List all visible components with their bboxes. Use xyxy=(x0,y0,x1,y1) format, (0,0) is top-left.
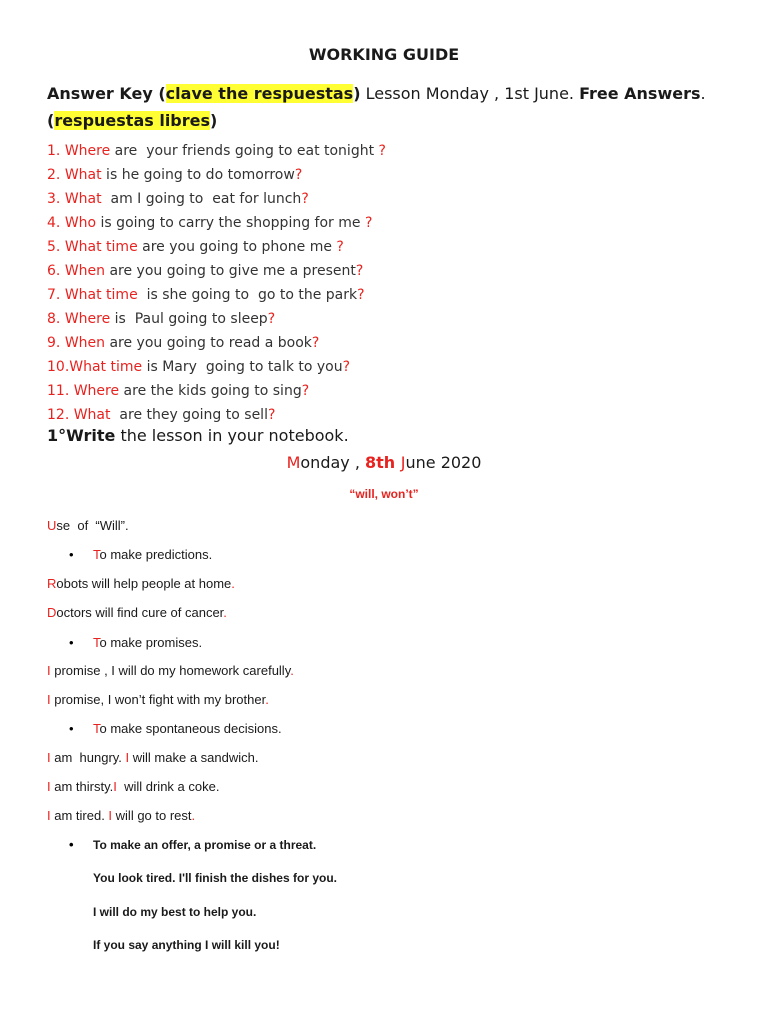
write-label: 1°Write xyxy=(47,426,116,445)
list-item: 6. When are you going to give me a present? xyxy=(47,263,364,279)
list-item: 11. Where are the kids going to sing? xyxy=(47,383,310,399)
example-tired: I am tired. I will go to rest. xyxy=(47,808,196,823)
bullet-decisions: • To make spontaneous decisions. xyxy=(93,720,282,738)
list-item: 3. What am I going to eat for lunch? xyxy=(47,191,309,207)
use-line: Use of “Will”. xyxy=(47,518,129,533)
list-item: 5. What time are you going to phone me ? xyxy=(47,239,344,255)
page-title: WORKING GUIDE xyxy=(308,45,460,64)
answer-key-heading xyxy=(47,80,747,134)
example-promise-homework: I promise , I will do my homework carefully. xyxy=(47,663,294,678)
example-doctors: Doctors will find cure of cancer. xyxy=(47,605,227,620)
bullet-predictions: • To make predictions. xyxy=(93,546,212,564)
bullet-promises: • To make promises. xyxy=(93,634,202,652)
example-robots: Robots will help people at home. xyxy=(47,576,235,591)
write-instruction xyxy=(47,426,349,445)
list-item: 9. When are you going to read a book? xyxy=(47,335,320,351)
example-promise-brother: I promise, I won’t fight with my brother. xyxy=(47,692,269,707)
list-item: 12. What are they going to sell? xyxy=(47,407,276,423)
example-dishes: You look tired. I'll finish the dishes for you. xyxy=(93,871,337,885)
write-text: the lesson in your notebook. xyxy=(115,426,349,445)
list-item: 10.What time is Mary going to talk to you? xyxy=(47,359,351,375)
period: . xyxy=(700,84,706,103)
highlight-respuestas-libres: respuestas libres xyxy=(54,111,211,130)
example-threat: If you say anything I will kill you! xyxy=(93,938,280,952)
lesson-date-text: Lesson Monday , 1st June. xyxy=(360,84,580,103)
list-item: 7. What time is she going to go to the park? xyxy=(47,287,365,303)
free-answers-label: Free Answers xyxy=(579,84,701,103)
question-list xyxy=(47,141,386,429)
list-item: 1. Where are your friends going to eat tonight ? xyxy=(47,143,386,159)
example-thirsty: I am thirsty.I will drink a coke. xyxy=(47,779,220,794)
bullet-offer: • To make an offer, a promise or a threat. xyxy=(93,836,316,854)
answer-key-label: Answer Key ( xyxy=(47,84,166,103)
list-item: 2. What is he going to do tomorrow? xyxy=(47,167,303,183)
example-hungry: I am hungry. I will make a sandwich. xyxy=(47,750,259,765)
paren-close: ) xyxy=(210,111,218,130)
paren-close: ) xyxy=(353,84,361,103)
list-item: 4. Who is going to carry the shopping for me ? xyxy=(47,215,373,231)
paren-open: ( xyxy=(47,111,55,130)
example-best: I will do my best to help you. xyxy=(93,905,257,919)
lesson-date: Monday , 8th June 2020 xyxy=(286,453,482,472)
list-item: 8. Where is Paul going to sleep? xyxy=(47,311,276,327)
lesson-subtitle: “will, won’t” xyxy=(349,487,419,501)
highlight-clave: clave the respuestas xyxy=(165,84,354,103)
